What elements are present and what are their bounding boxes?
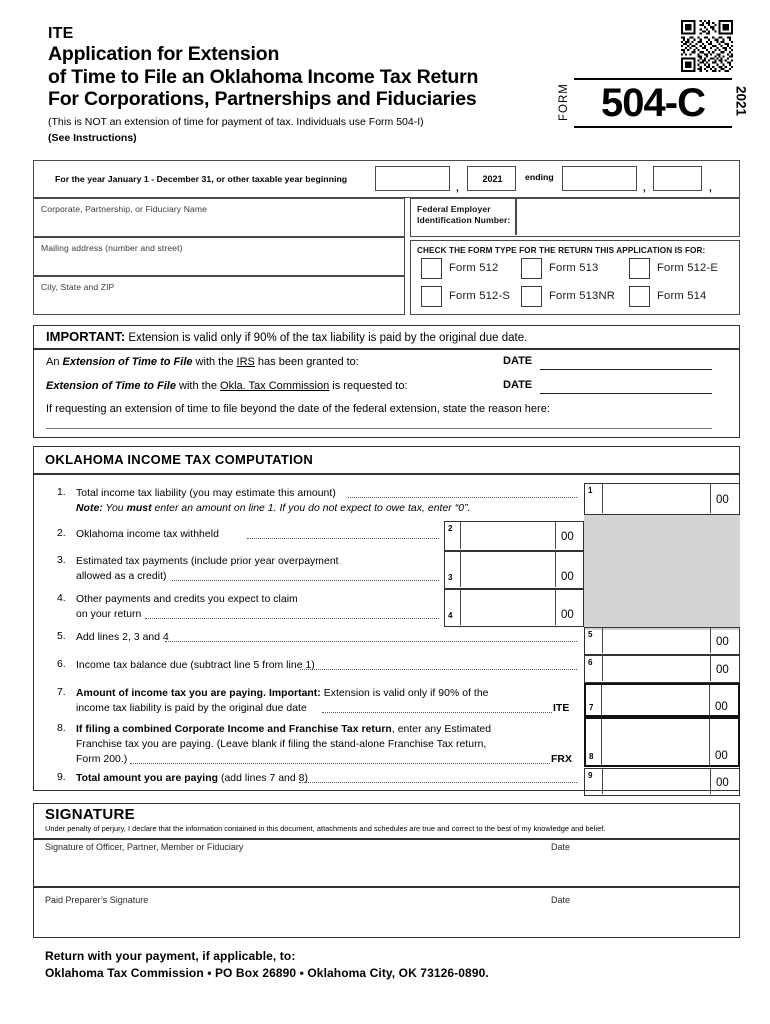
line-8-box-number: 8 (589, 752, 594, 761)
checkbox-form-514[interactable] (629, 286, 650, 307)
signature-title: SIGNATURE (45, 806, 135, 823)
line-8-amount-box[interactable] (584, 717, 740, 767)
line-3-text-line1: Estimated tax payments (include prior year overpayment (76, 556, 339, 567)
line-2-leader (247, 538, 439, 539)
irs-pre-text: An (46, 356, 63, 368)
line-7-rest: Extension is valid only if 90% of the (320, 688, 489, 699)
signature-divider-1 (33, 838, 740, 840)
line-7-leader (322, 712, 552, 713)
line-8-text-line2: Franchise tax you are paying. (Leave blank if filing the stand-alone Franchise Tax return, (76, 739, 487, 750)
important-heading-bold: IMPORTANT: (46, 329, 126, 344)
otc-extension-row (46, 379, 408, 394)
line-4-leader (145, 618, 439, 619)
line-5-number: 5. (57, 631, 66, 642)
line-6-leader (300, 669, 577, 670)
fein-label-line1: Federal Employer (417, 204, 491, 214)
ite-label: ITE (48, 25, 74, 42)
computation-title-divider (33, 473, 740, 475)
line-4-box-number: 4 (448, 611, 453, 620)
line-1-note: Note: You must enter an amount on line 1. If you do not expect to owe tax, enter “0”. (76, 503, 471, 514)
form-number: 504-C (574, 78, 732, 128)
perjury-statement: Under penalty of perjury, I declare that the information contained in this document, attachments and schedules are true and correct to the best of my knowledge and belief. (45, 824, 606, 833)
line-2-text: Oklahoma income tax withheld (76, 529, 219, 540)
line-5-box-number: 5 (588, 630, 593, 639)
line-7-bold: Amount of income tax you are paying. Important: (76, 688, 321, 699)
line-8-bold: If filing a combined Corporate Income and Franchise Tax return (76, 724, 392, 735)
irs-date-input[interactable] (540, 369, 712, 370)
line-1-leader (348, 497, 577, 498)
line-1-cents: 00 (716, 494, 729, 506)
year-comma-2: , (643, 183, 646, 194)
line-9-number: 9. (57, 772, 66, 783)
line-8-cents: 00 (715, 750, 728, 762)
line-4-number: 4. (57, 593, 66, 604)
computation-section-title: OKLAHOMA INCOME TAX COMPUTATION (45, 452, 314, 467)
line-9-text (76, 772, 576, 787)
line-1-amount-box[interactable] (584, 483, 740, 515)
line-1-box-number: 1 (588, 486, 593, 495)
irs-post-text: has been granted to: (254, 356, 359, 368)
otc-date-input[interactable] (540, 393, 712, 394)
fein-box (410, 198, 740, 237)
otc-emphasis: Extension of Time to File (46, 380, 176, 392)
tax-year-label: For the year January 1 - December 31, or other taxable year beginning (55, 174, 348, 184)
year-ending-input[interactable] (562, 166, 637, 191)
checkbox-form-512[interactable] (421, 258, 442, 279)
officer-signature-input[interactable] (40, 853, 540, 883)
footer-line2: Oklahoma Tax Commission • PO Box 26890 • Oklahoma City, OK 73126-0890. (45, 966, 489, 980)
checkbox-label-form-512-s: Form 512-S (449, 290, 511, 302)
reason-input[interactable] (46, 428, 712, 429)
checkbox-label-form-513nr: Form 513NR (549, 290, 616, 302)
line-7-tag: ITE (553, 703, 570, 714)
year-comma-1: , (456, 183, 459, 194)
line-5-text: Add lines 2, 3 and 4 (76, 632, 169, 643)
fein-input[interactable] (517, 201, 737, 234)
line-3-amount-box[interactable] (444, 551, 584, 589)
form-number-block (556, 78, 752, 124)
irs-link: IRS (236, 356, 255, 368)
line-4-text-line2: on your return (76, 609, 142, 620)
city-state-zip-label: City, State and ZIP (41, 282, 115, 292)
line-2-number: 2. (57, 528, 66, 539)
line-9-rest: (add lines 7 and 8) (218, 773, 308, 784)
irs-mid-text: with the (192, 356, 237, 368)
line-6-number: 6. (57, 659, 66, 670)
irs-date-label: DATE (503, 355, 533, 367)
city-state-zip-box[interactable] (33, 276, 405, 315)
line-1-number: 1. (57, 487, 66, 498)
irs-emphasis: Extension of Time to File (62, 356, 193, 368)
line-8-leader (130, 763, 550, 764)
line-7-amount-box[interactable] (584, 683, 740, 717)
checkbox-form-512-e[interactable] (629, 258, 650, 279)
line-4-text-line1: Other payments and credits you expect to claim (76, 594, 298, 605)
otc-link: Okla. Tax Commission (220, 380, 330, 392)
otc-date-label: DATE (503, 379, 533, 391)
year-value-input[interactable]: 2021 (467, 166, 516, 191)
line-3-number: 3. (57, 555, 66, 566)
checkbox-form-512-s[interactable] (421, 286, 442, 307)
important-divider (33, 348, 740, 350)
line-6-cents: 00 (716, 664, 729, 676)
line-2-box-number: 2 (448, 524, 453, 533)
year-beginning-input[interactable] (375, 166, 450, 191)
line-8-text-line1 (76, 723, 581, 738)
line-9-box-number: 9 (588, 771, 593, 780)
form-title-line3: For Corporations, Partnerships and Fiduciaries (48, 88, 477, 110)
line-1-text: Total income tax liability (you may estimate this amount) (76, 488, 336, 499)
checkbox-label-form-513: Form 513 (549, 262, 599, 274)
checkbox-form-513[interactable] (521, 258, 542, 279)
line-2-cents: 00 (561, 531, 574, 543)
line-8-number: 8. (57, 723, 66, 734)
line-8-rest: , enter any Estimated (391, 724, 492, 735)
line-4-cents: 00 (561, 609, 574, 621)
line-5-amount-box[interactable] (584, 627, 740, 655)
footer-line1: Return with your payment, if applicable, to: (45, 949, 296, 963)
form-word-label: FORM (558, 83, 570, 121)
entity-name-box[interactable] (33, 198, 405, 237)
ending-label: ending (525, 172, 554, 182)
line-2-amount-box[interactable] (444, 521, 584, 551)
line-9-bold: Total amount you are paying (76, 773, 219, 784)
entity-name-label: Corporate, Partnership, or Fiduciary Name (41, 204, 208, 214)
checkbox-label-form-512-e: Form 512-E (657, 262, 719, 274)
form-type-heading: CHECK THE FORM TYPE FOR THE RETURN THIS APPLICATION IS FOR: (417, 246, 706, 255)
preparer-signature-input[interactable] (40, 906, 540, 934)
line-3-leader (172, 580, 439, 581)
line-7-text-line2: income tax liability is paid by the original due date (76, 703, 307, 714)
form-title-line1: Application for Extension (48, 43, 280, 65)
line-9-leader (299, 782, 577, 783)
preparer-signature-label: Paid Preparer’s Signature (45, 895, 149, 905)
line-3-text-line2: allowed as a credit) (76, 571, 167, 582)
line-8-tag: FRX (551, 754, 572, 765)
line-6-amount-box[interactable] (584, 655, 740, 683)
line-5-leader (165, 641, 577, 642)
fein-label-line2: Identification Number: (417, 215, 511, 225)
important-heading (46, 329, 527, 346)
officer-date-input[interactable] (548, 853, 733, 883)
irs-extension-row (46, 355, 359, 370)
line-7-box-number: 7 (589, 703, 594, 712)
line-7-text-line1 (76, 687, 576, 702)
mailing-address-box[interactable] (33, 237, 405, 276)
checkbox-label-form-514: Form 514 (657, 290, 707, 302)
otc-mid-text: with the (175, 380, 221, 392)
qr-code-icon (681, 20, 733, 72)
line-3-cents: 00 (561, 571, 574, 583)
see-instructions-label: (See Instructions) (48, 131, 137, 144)
checkbox-label-form-512: Form 512 (449, 262, 499, 274)
year-comma-3: , (709, 183, 712, 194)
preparer-date-label: Date (551, 895, 571, 905)
form-title-line2: of Time to File an Oklahoma Income Tax Return (48, 65, 479, 88)
year-ending-year-input[interactable] (653, 166, 702, 191)
form-header (48, 24, 568, 145)
shaded-area (584, 515, 740, 630)
form-year: 2021 (733, 85, 749, 117)
otc-post-text: is requested to: (329, 380, 408, 392)
line-5-cents: 00 (716, 636, 729, 648)
line-7-cents: 00 (715, 701, 728, 713)
line-8-text-line3: Form 200.) (76, 754, 128, 765)
important-heading-rest: Extension is valid only if 90% of the tax liability is paid by the original due date. (125, 332, 528, 344)
line-9-amount-box[interactable] (584, 768, 740, 796)
reason-prompt: If requesting an extension of time to file beyond the date of the federal extension, state the reason here: (46, 403, 550, 415)
line-3-box-number: 3 (448, 573, 453, 582)
line-7-number: 7. (57, 687, 66, 698)
form-subtitle-note: (This is NOT an extension of time for payment of tax. Individuals use Form 504-I) (48, 115, 424, 128)
line-9-cents: 00 (716, 777, 729, 789)
checkbox-form-513nr[interactable] (521, 286, 542, 307)
line-6-box-number: 6 (588, 658, 593, 667)
line-6-text: Income tax balance due (subtract line 5 from line 1) (76, 660, 315, 671)
signature-divider-2 (33, 886, 740, 888)
mailing-address-label: Mailing address (number and street) (41, 243, 183, 253)
preparer-date-input[interactable] (548, 906, 733, 934)
officer-date-label: Date (551, 842, 571, 852)
officer-signature-label: Signature of Officer, Partner, Member or Fiduciary (45, 842, 244, 852)
line-4-amount-box[interactable] (444, 589, 584, 627)
